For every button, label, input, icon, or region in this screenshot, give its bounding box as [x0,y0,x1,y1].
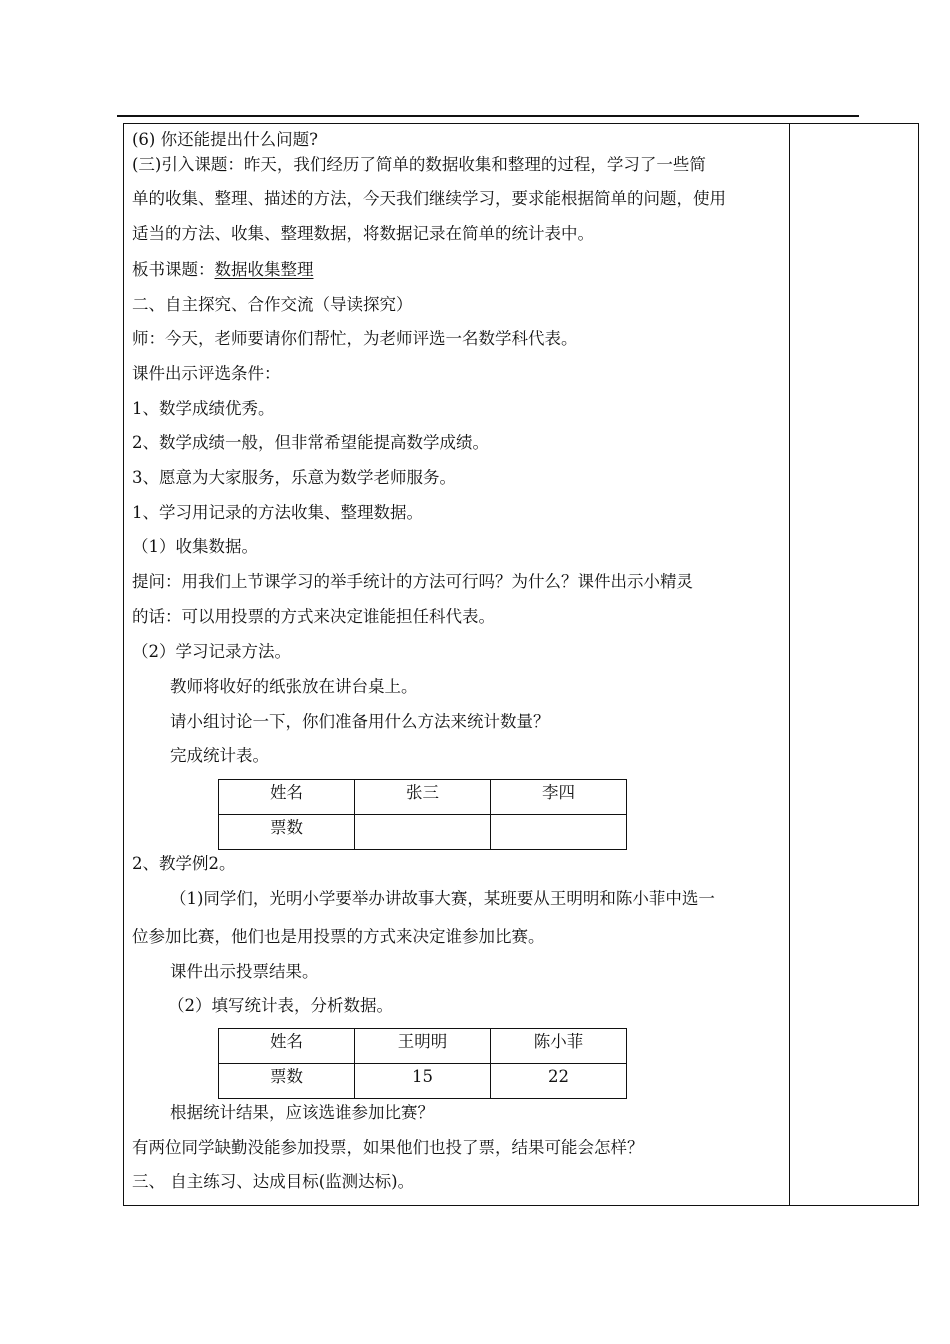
board-title-label: 板书课题： [132,260,215,279]
example-line-1: （1)同学们，光明小学要举办讲故事大赛，某班要从王明明和陈小菲中选一 [170,889,715,908]
table-cell [355,815,491,850]
board-title-topic: 数据收集整理 [214,260,314,279]
complete-table: 完成统计表。 [170,746,269,765]
table-cell: 票数 [219,815,355,850]
section-2-heading: 二、自主探究、合作交流（导读探究） [132,295,413,314]
table-cell [491,815,627,850]
table-cell: 李四 [491,780,627,815]
step-1-heading: 1、学习用记录的方法收集、整理数据。 [132,503,423,522]
table-cell: 22 [491,1064,627,1099]
group-discussion: 请小组讨论一下，你们准备用什么方法来统计数量？ [170,712,550,731]
table-cell: 姓名 [219,780,355,815]
table-cell: 15 [355,1064,491,1099]
choose-question: 根据统计结果，应该选谁参加比赛？ [170,1103,434,1122]
criterion-1: 1、数学成绩优秀。 [132,399,275,418]
table-cell: 王明明 [355,1029,491,1064]
question-line-1: 提问：用我们上节课学习的举手统计的方法可行吗？为什么？课件出示小精灵 [132,572,693,591]
fill-table: （2）填写统计表，分析数据。 [168,996,393,1015]
show-results: 课件出示投票结果。 [170,962,319,981]
absent-question: 有两位同学缺勤没能参加投票，如果他们也投了票，结果可能会怎样？ [132,1138,644,1157]
step-1-record: （2）学习记录方法。 [132,642,291,661]
criteria-intro: 课件出示评选条件： [132,364,281,383]
table-row [219,780,627,815]
column-divider [789,123,790,1206]
step-2-heading: 2、教学例2。 [132,854,236,873]
board-title [132,259,314,281]
tally-table-2 [218,1028,627,1099]
table-row [219,1029,627,1064]
criterion-2: 2、数学成绩一般，但非常希望能提高数学成绩。 [132,433,489,452]
criterion-3: 3、愿意为大家服务，乐意为数学老师服务。 [132,468,456,487]
tally-table-1 [218,779,627,850]
table-cell: 陈小菲 [491,1029,627,1064]
question-line-2: 的话：可以用投票的方式来决定谁能担任科代表。 [132,607,495,626]
section-3-heading: 三、 自主练习、达成目标(监测达标)。 [132,1172,415,1191]
example-line-2: 位参加比赛，他们也是用投票的方式来决定谁参加比赛。 [132,927,545,946]
table-row [219,1064,627,1099]
intro-line-2: 单的收集、整理、描述的方法，今天我们继续学习，要求能根据简单的问题，使用 [132,189,726,208]
intro-line-3: 适当的方法、收集、整理数据，将数据记录在简单的统计表中。 [132,224,594,243]
table-cell: 姓名 [219,1029,355,1064]
table-cell: 票数 [219,1064,355,1099]
table-row [219,815,627,850]
question-6: (6) 你还能提出什么问题? [132,130,318,149]
step-1-collect: （1）收集数据。 [132,537,258,556]
header-rule [117,115,859,117]
teacher-line: 师：今天，老师要请你们帮忙，为老师评选一名数学科代表。 [132,329,578,348]
teacher-action: 教师将收好的纸张放在讲台桌上。 [170,677,418,696]
intro-line-1: (三)引入课题：昨天，我们经历了简单的数据收集和整理的过程，学习了一些简 [132,155,706,174]
table-cell: 张三 [355,780,491,815]
